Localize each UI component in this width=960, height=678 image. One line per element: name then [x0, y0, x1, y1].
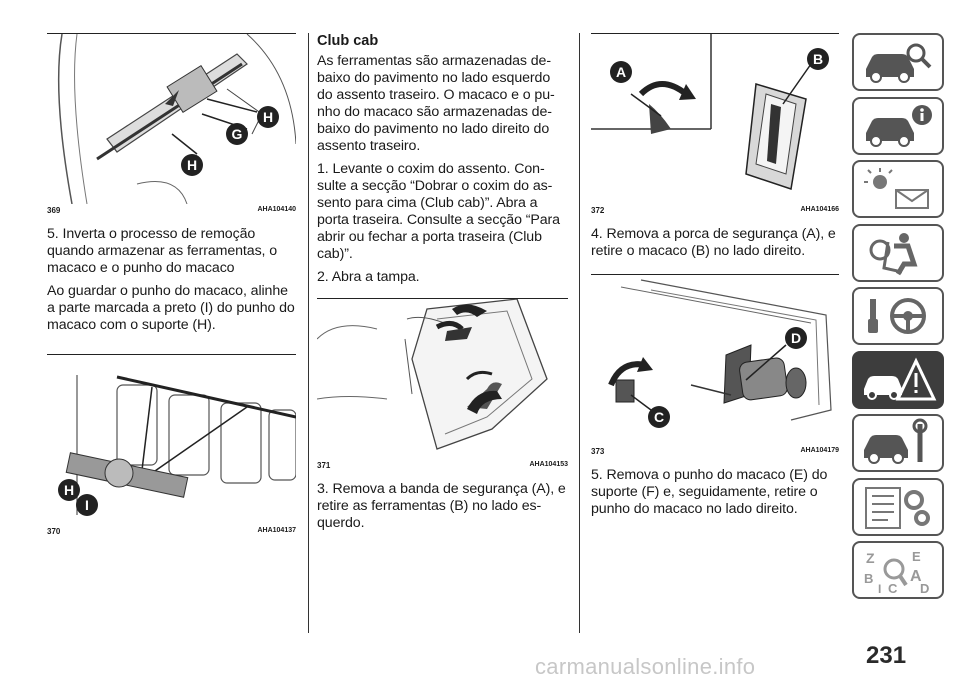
- figure-371: [317, 298, 568, 473]
- step-5-text: 5. Remova o punho do macaco (E) do suporte (F) e, seguidamente, retire o punho do macaco no lado direito.: [591, 467, 828, 517]
- column-3: [591, 33, 839, 518]
- figure-373-illustration: [591, 275, 839, 445]
- figure-372: [591, 33, 839, 218]
- car-wrench-icon: [858, 418, 938, 468]
- figure-code: AHA104166: [800, 206, 839, 213]
- paragraph-align-handle: Ao guardar o punho do macaco, alinhe a parte marcada a preto (I) do punho do macaco com o suporte (H).: [47, 283, 295, 333]
- alphabet-index-icon: [858, 545, 938, 595]
- airbag-seat-icon: [858, 228, 938, 278]
- column-divider-2: [579, 33, 580, 633]
- figure-code: AHA104137: [257, 527, 296, 534]
- car-info-icon: [858, 101, 938, 151]
- figure-caption: [591, 445, 839, 459]
- step-2-text: 2. Abra a tampa.: [317, 269, 420, 285]
- key-steering-wheel-icon: [858, 291, 938, 341]
- figure-number: 371: [317, 461, 331, 470]
- watermark: carmanualsonline.info: [535, 654, 756, 678]
- callout-b: B: [812, 51, 824, 67]
- figure-371-illustration: [317, 299, 568, 459]
- dashboard-lights-icon: [858, 164, 938, 214]
- column-divider-1: [308, 33, 309, 633]
- tab-technical-data[interactable]: [852, 478, 944, 536]
- figure-372-illustration: [591, 34, 839, 204]
- tab-vehicle-info[interactable]: [852, 97, 944, 155]
- intro-paragraph: As ferramentas são armazenadas de-baixo do pavimento no lado esquerdo do assento traseiro. O macaco e o pu-nho do macaco são armazenadas de-baixo do pavimento no lado direito do assento traseiro.: [317, 53, 555, 154]
- svg-text:C: C: [888, 581, 898, 595]
- step-4-text: 4. Remova a porca de segurança (A), e retire o macaco (B) no lado direito.: [591, 226, 836, 259]
- callout-h: H: [63, 482, 75, 498]
- page-number: 231: [866, 642, 907, 669]
- svg-text:Z: Z: [866, 550, 875, 566]
- section-heading: Club cab: [317, 33, 379, 49]
- column-1: [47, 33, 296, 539]
- step-5-text: 5. Inverta o processo de remoção quando armazenar as ferramentas, o macaco e o punho do macaco: [47, 226, 278, 276]
- svg-text:B: B: [864, 571, 874, 586]
- car-magnifier-icon: [858, 37, 938, 87]
- svg-text:E: E: [912, 549, 921, 564]
- figure-number: 369: [47, 206, 61, 215]
- tab-starting-driving[interactable]: [852, 287, 944, 345]
- figure-373: [591, 274, 839, 459]
- step-3-text: 3. Remova a banda de segurança (A), e retire as ferramentas (B) no lado es-querdo.: [317, 481, 566, 531]
- figure-code: AHA104179: [800, 447, 839, 454]
- callout-a: A: [615, 64, 627, 80]
- figure-number: 370: [47, 527, 61, 536]
- column-2: [317, 33, 568, 532]
- callout-c: C: [653, 409, 665, 425]
- figure-caption: [591, 204, 839, 218]
- figure-369-illustration: [47, 34, 296, 204]
- callout-d: D: [790, 330, 802, 346]
- figure-code: AHA104140: [257, 206, 296, 213]
- svg-text:D: D: [920, 581, 930, 595]
- tab-in-an-emergency[interactable]: [852, 351, 944, 409]
- figure-code: AHA104153: [529, 461, 568, 468]
- tab-safety[interactable]: [852, 224, 944, 282]
- step-1-text: 1. Levante o coxim do assento. Con-sulte a secção “Dobrar o coxim do as-sento para cima (Club cab)”. Abra a porta traseira. Consulte a secção “Para abrir ou fechar a porta traseira (Club cab)”.: [317, 161, 560, 262]
- tab-dashboard-lights[interactable]: [852, 160, 944, 218]
- figure-caption: [317, 459, 568, 473]
- figure-370-illustration: [47, 355, 296, 525]
- callout-h-2: H: [186, 157, 198, 173]
- callout-h: H: [262, 109, 274, 125]
- tab-index[interactable]: [852, 541, 944, 599]
- specs-gears-icon: [858, 482, 938, 532]
- svg-text:I: I: [878, 582, 882, 595]
- car-warning-triangle-icon: [858, 355, 938, 405]
- figure-caption: [47, 204, 296, 218]
- figure-370: [47, 354, 296, 539]
- figure-369: [47, 33, 296, 218]
- tab-knowing-vehicle[interactable]: [852, 33, 944, 91]
- chapter-tabs: [852, 33, 944, 605]
- figure-number: 372: [591, 206, 605, 215]
- figure-caption: [47, 525, 296, 539]
- callout-i: I: [85, 497, 89, 513]
- figure-number: 373: [591, 447, 605, 456]
- svg-text:A: A: [910, 568, 922, 585]
- callout-g: G: [231, 126, 243, 142]
- tab-servicing-care[interactable]: [852, 414, 944, 472]
